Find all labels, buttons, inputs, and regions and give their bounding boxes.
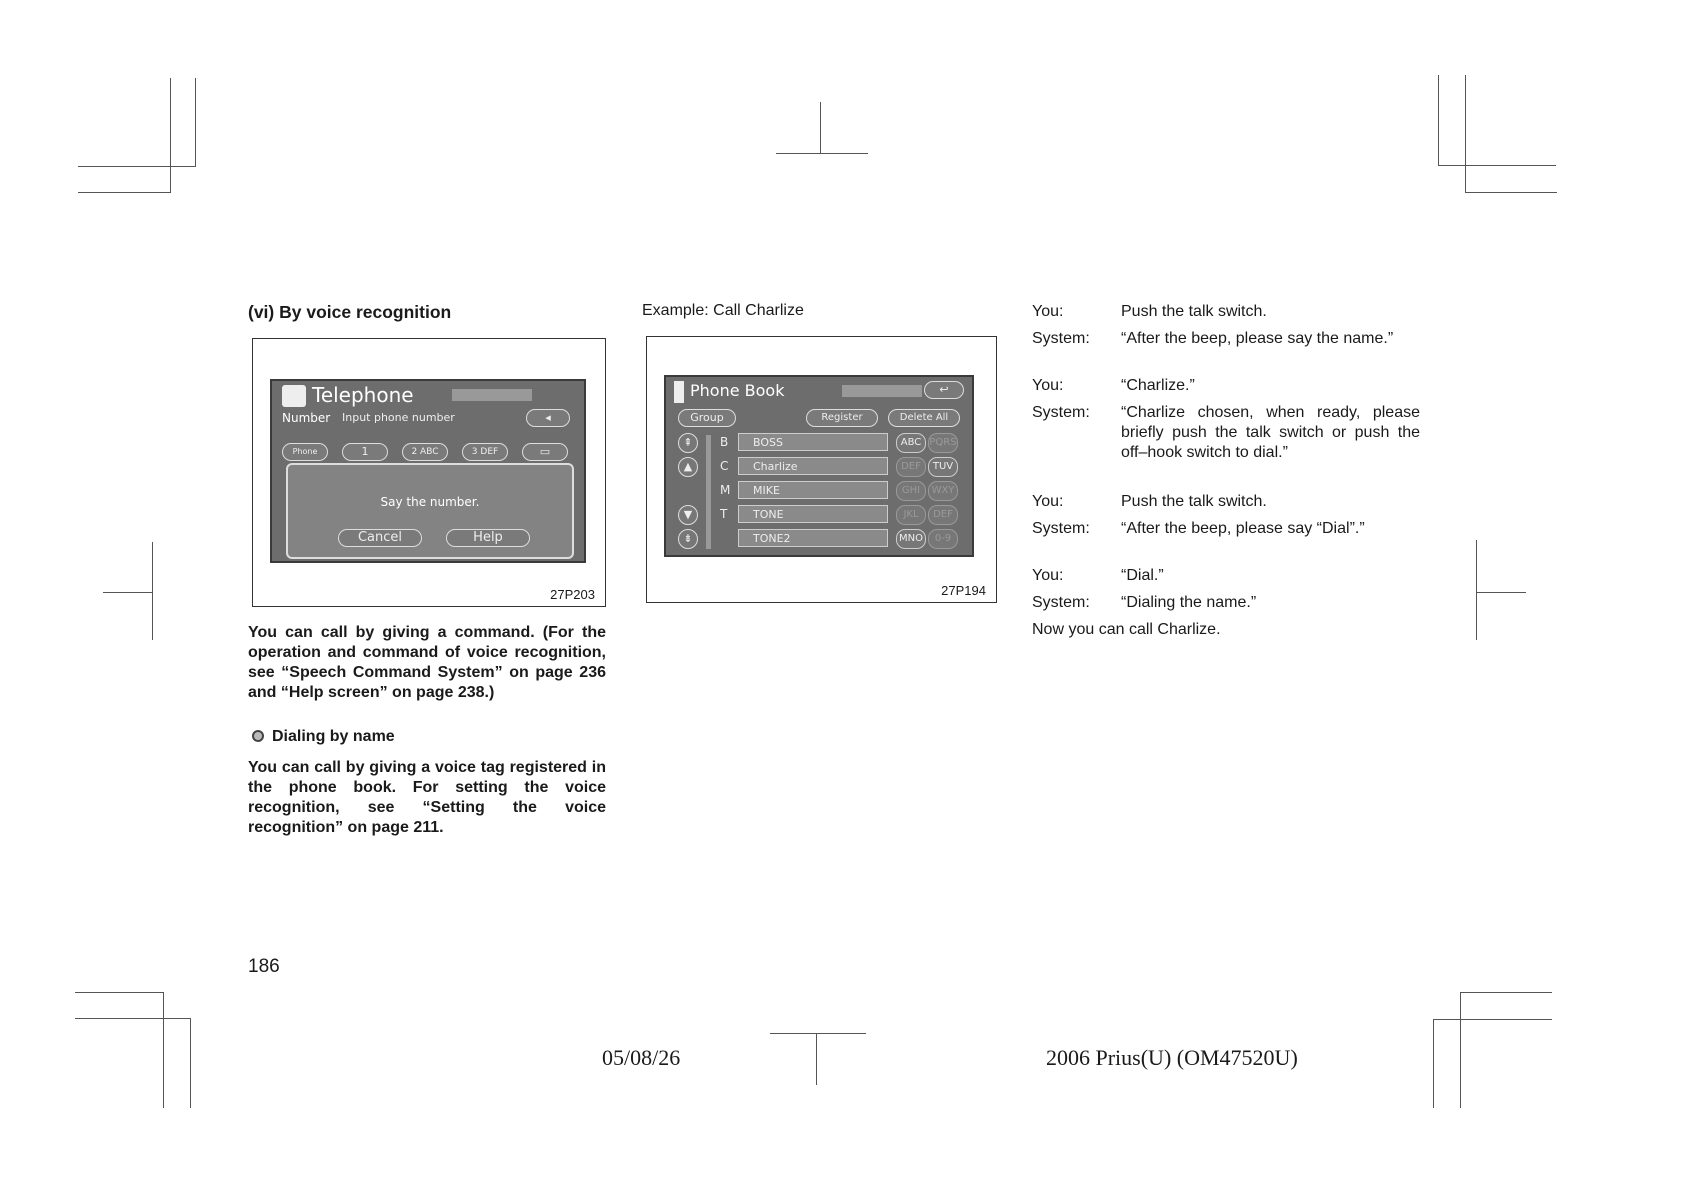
page-up-icon[interactable]: ⇞ [678, 433, 698, 453]
crop-mark [78, 166, 196, 167]
crop-mark [75, 1018, 191, 1019]
screen-title: Telephone [312, 383, 414, 407]
line-text: Push the talk switch. [1121, 493, 1267, 510]
speaker: You: [1032, 303, 1064, 320]
dialogue-closing: Now you can call Charlize. [1032, 621, 1221, 638]
footer-doc: 2006 Prius(U) (OM47520U) [1046, 1045, 1298, 1070]
bullet-dialing-by-name [252, 728, 395, 746]
key-2[interactable]: 2 ABC [402, 443, 448, 461]
crop-mark [1433, 1019, 1434, 1108]
phonebook-screen [664, 375, 974, 557]
alpha-key[interactable]: GHI [896, 481, 926, 501]
alpha-key[interactable]: DEF [896, 457, 926, 477]
phonebook-entry[interactable]: MIKE [738, 481, 888, 499]
alpha-key[interactable]: MNO [896, 529, 926, 549]
phonebook-entry[interactable]: TONE [738, 505, 888, 523]
crop-mark [195, 78, 196, 166]
key-1[interactable]: 1 [342, 443, 388, 461]
key-3[interactable]: 3 DEF [462, 443, 508, 461]
input-hint: Input phone number [342, 411, 455, 424]
scroll-up-icon[interactable]: ▲ [678, 457, 698, 477]
delete-all-button[interactable]: Delete All [888, 409, 960, 427]
crop-mark [152, 542, 153, 640]
index-letter: T [720, 507, 728, 521]
alpha-key[interactable]: ABC [896, 433, 926, 453]
crop-mark [1465, 75, 1466, 193]
dialogue [1032, 302, 1420, 642]
phonebook-entry[interactable]: BOSS [738, 433, 888, 451]
line-text: Push the talk switch. [1121, 303, 1267, 320]
phonebook-icon [674, 381, 684, 403]
paragraph-command: You can call by giving a command. (For the operation and command of voice recognition, see “Speech Command System” on page 236 and “Help screen” on page 238.) [248, 624, 606, 701]
scrollbar[interactable] [706, 435, 711, 549]
crop-mark [1438, 165, 1556, 166]
line-text: “Dialing the name.” [1121, 594, 1257, 611]
crop-mark [78, 192, 171, 193]
speaker: You: [1032, 377, 1064, 394]
help-button[interactable]: Help [446, 529, 530, 547]
alpha-key[interactable]: 0-9 [928, 529, 958, 549]
index-letter: C [720, 459, 729, 473]
crop-mark [776, 153, 868, 154]
footer-date: 05/08/26 [602, 1045, 681, 1070]
crop-mark [1438, 75, 1439, 165]
crop-mark [1460, 992, 1461, 1108]
crop-mark [1476, 540, 1477, 640]
cancel-button[interactable]: Cancel [338, 529, 422, 547]
alpha-key[interactable]: JKL [896, 505, 926, 525]
telephone-figure [252, 338, 606, 607]
status-icons [452, 389, 532, 401]
telephone-screen [270, 379, 586, 563]
group-button[interactable]: Group [678, 409, 736, 427]
crop-mark [1460, 992, 1552, 993]
index-letter: B [720, 435, 729, 449]
phone-key[interactable]: Phone [282, 443, 328, 461]
crop-mark [820, 102, 821, 154]
alpha-key[interactable]: TUV [928, 457, 958, 477]
status-icons [842, 385, 922, 397]
bullet-icon [252, 730, 264, 742]
end-key[interactable]: ▭ [522, 443, 568, 461]
alpha-key[interactable]: WXY [928, 481, 958, 501]
paragraph-voice-tag: You can call by giving a voice tag registered in the phone book. For setting the voice recognition, see “Setting the voice recognition” on page 211. [248, 759, 606, 836]
crop-mark [103, 592, 153, 593]
crop-mark [770, 1033, 866, 1034]
page-number: 186 [248, 956, 280, 977]
line-text: “Charlize.” [1121, 377, 1195, 394]
register-button[interactable]: Register [806, 409, 878, 427]
speaker: System: [1032, 404, 1090, 421]
back-button[interactable]: ↩ [924, 381, 964, 399]
phonebook-figure [646, 336, 997, 603]
example-label: Example: Call Charlize [642, 302, 804, 319]
screen-title: Phone Book [690, 381, 785, 400]
speaker: System: [1032, 594, 1090, 611]
crop-mark [170, 78, 171, 193]
crop-mark [190, 1018, 191, 1108]
voice-dialog [286, 463, 574, 559]
phonebook-entry[interactable]: TONE2 [738, 529, 888, 547]
crop-mark [1465, 192, 1557, 193]
phonebook-entry[interactable]: Charlize [738, 457, 888, 475]
backspace-button[interactable]: ◂ [526, 409, 570, 427]
line-text: “After the beep, please say the name.” [1121, 330, 1394, 347]
scroll-down-icon[interactable]: ▼ [678, 505, 698, 525]
crop-mark [1433, 1019, 1552, 1020]
crop-mark [1476, 592, 1526, 593]
crop-mark [163, 992, 164, 1108]
crop-mark [75, 992, 163, 993]
speaker: You: [1032, 493, 1064, 510]
figure-code: 27P194 [941, 583, 986, 598]
page-down-icon[interactable]: ⇟ [678, 529, 698, 549]
dialog-message: Say the number. [380, 495, 480, 509]
crop-mark [816, 1033, 817, 1085]
alpha-key[interactable]: DEF [928, 505, 958, 525]
line-text: “After the beep, please say “Dial”.” [1121, 520, 1365, 537]
figure-code: 27P203 [550, 587, 595, 602]
phone-icon [282, 385, 306, 407]
speaker: System: [1032, 330, 1090, 347]
section-title: (vi) By voice recognition [248, 302, 452, 322]
line-text: “Dial.” [1121, 567, 1164, 584]
alpha-key[interactable]: PQRS [928, 433, 958, 453]
index-letter: M [720, 483, 731, 497]
line-text: “Charlize chosen, when ready, please briefly push the talk switch or push the off–hook switch to dial.” [1121, 404, 1420, 461]
bullet-text: Dialing by name [272, 728, 395, 745]
number-label: Number [282, 411, 331, 425]
speaker: You: [1032, 567, 1064, 584]
speaker: System: [1032, 520, 1090, 537]
